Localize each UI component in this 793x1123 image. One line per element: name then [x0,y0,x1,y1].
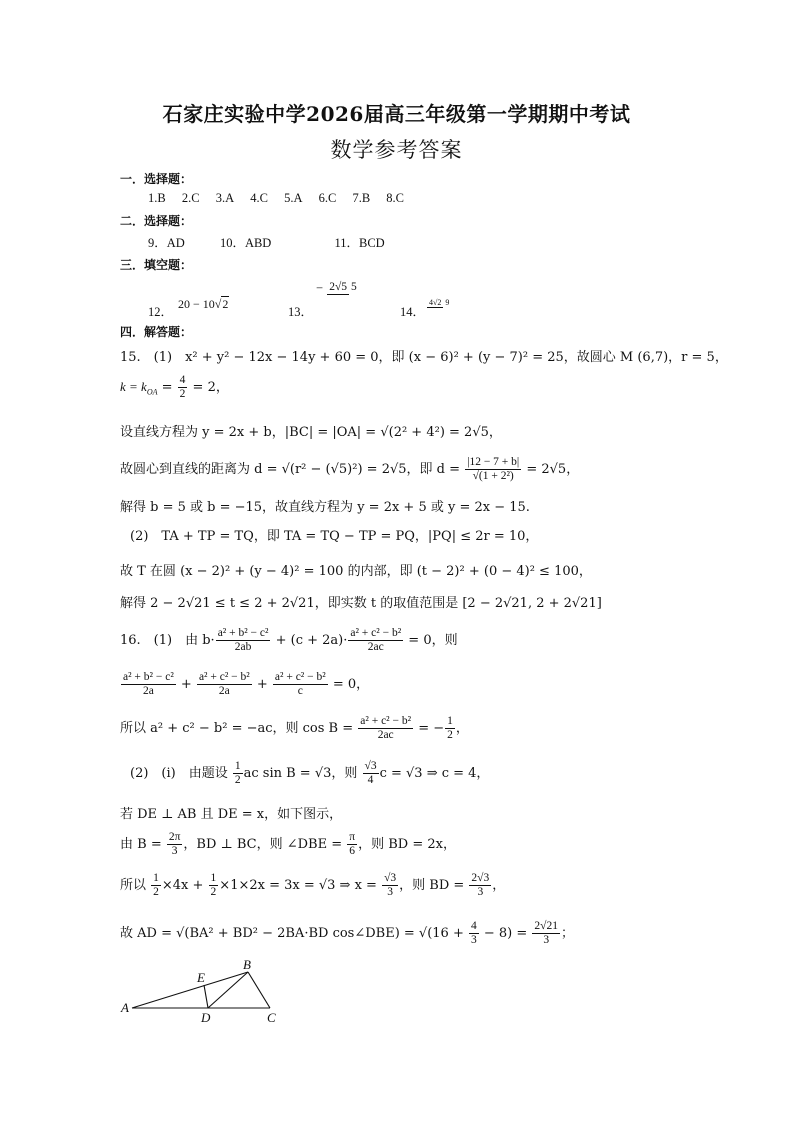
multi-answer: 11．BCD [334,236,385,250]
multi-answers [148,233,385,251]
segment-de [204,985,208,1008]
q14-answer: 4√2 9 [429,298,450,308]
mc-answer: 3.A [215,191,235,205]
label-a: A [121,1000,129,1015]
q13-answer: − 2√5 5 [316,280,357,295]
q15-line3: 设直线方程为 y = 2x + b，|BC| = |OA| = √(2² + 4²) = 2√5， [120,425,502,440]
q15-line6: (2) TA + TP = TQ，即 TA = TQ − TP = PQ，|PQ| ≤ 2r = 10， [130,529,539,544]
q15-line4: 故圆心到直线的距离为 d = √(r² − (√5)²) = 2√5，即 d = $\frac{|12 - 7 + b|}{\text{√(1 + 2²)}}$ = 2√5， [120,456,580,482]
label-b: B [243,957,251,972]
multi-answer: 9．AD [148,236,185,250]
document-title: 石家庄实验中学2026届高三年级第一学期期中考试 [162,102,631,126]
q15-line2: $k = k_{OA}$ = $\frac{4}{2}$ = 2， [120,374,229,400]
q16-line3: 所以 a² + c² − b² = −ac，则 cos B = $\frac{\text{a² + c² − b²}}{2ac}$ = − $\frac{1}{2}$ ， [120,715,469,741]
q16-line4: (2) (i) 由题设 $\frac{1}{2}$ ac sin B = √3，则 $\frac{√3}{4}$ c = √3 ⇒ c = 4， [130,760,490,786]
q16-line5: 若 DE ⊥ AB 且 DE = x，如下图示， [120,807,343,822]
q16-line7: 所以 $\frac{1}{2}$ ×4x + $\frac{1}{2}$ ×1×2x = 3x = √3 ⇒ x = $\frac{√3}{3}$ ，则 BD = $\frac{2√3}{3}$ ， [120,872,506,898]
q15-line1: 15. (1) x² + y² − 12x − 14y + 60 = 0，即 (x − 6)² + (y − 7)² = 25，故圆心 M (6,7)，r = 5， [120,350,728,365]
mc-answer: 8.C [386,191,404,205]
section-title-solve: 四．解答题： [120,325,193,339]
q15-line8: 解得 2 − 2√21 ≤ t ≤ 2 + 2√21，即实数 t 的取值范围是 [2 − 2√21, 2 + 2√21] [120,596,602,611]
label-e: E [197,970,205,985]
q15-line7: 故 T 在圆 (x − 2)² + (y − 4)² = 100 的内部，即 (t − 2)² + (0 − 4)² ≤ 100， [120,564,592,579]
q16-line6: 由 B = $\frac{2\pi}{3}$ ，BD ⊥ BC，则 ∠DBE = $\frac{\pi}{6}$ ，则 BD = 2x， [120,831,456,857]
mc-answer: 2.C [181,191,200,205]
q16-line8: 故 AD = √(BA² + BD² − 2BA·BD cos∠DBE) = √(16 + $\frac{4}{3}$ − 8) = $\frac{2√21}{3}$ ； [120,920,574,946]
mc-answers [148,191,417,206]
multi-answer: 10．ABD [219,236,272,250]
q16-line1: 16. (1) 由 b· $\frac{\text{a² + b² − c²}}{2ab}$ + (c + 2a)· $\frac{\text{a² + c² − b²}}{2ac}$ = 0，则 [120,627,458,653]
segment-bc [248,972,270,1008]
section-title-mc: 一．选择题： [120,172,193,186]
segment-ab [132,972,248,1008]
mc-answer: 5.A [284,191,303,205]
section-title-multi: 二．选择题： [120,214,193,228]
label-d: D [201,1010,211,1025]
q14-label: 14． [400,305,426,319]
document-subtitle: 数学参考答案 [330,138,463,162]
segment-bd [208,972,248,1008]
q12-answer: 20 − 10√2 [178,297,229,311]
section-title-fill: 三．填空题： [120,258,193,272]
q16-line2: $\frac{\text{a² + b² − c²}}{2a}$ + $\frac{\text{a² + c² − b²}}{2a}$ + $\frac{\text{a² + c² − b²}}{c}$ = 0， [123,671,370,697]
mc-answer: 7.B [352,191,371,205]
mc-answer: 1.B [148,191,166,205]
q15-line5: 解得 b = 5 或 b = −15，故直线方程为 y = 2x + 5 或 y = 2x − 15. [120,500,530,515]
q12-label: 12． [148,305,174,319]
q13-label: 13． [288,305,314,319]
mc-answer: 4.C [250,191,268,205]
triangle-figure [110,955,300,1035]
mc-answer: 6.C [318,191,337,205]
label-c: C [267,1010,276,1025]
fill-answers [148,280,508,322]
